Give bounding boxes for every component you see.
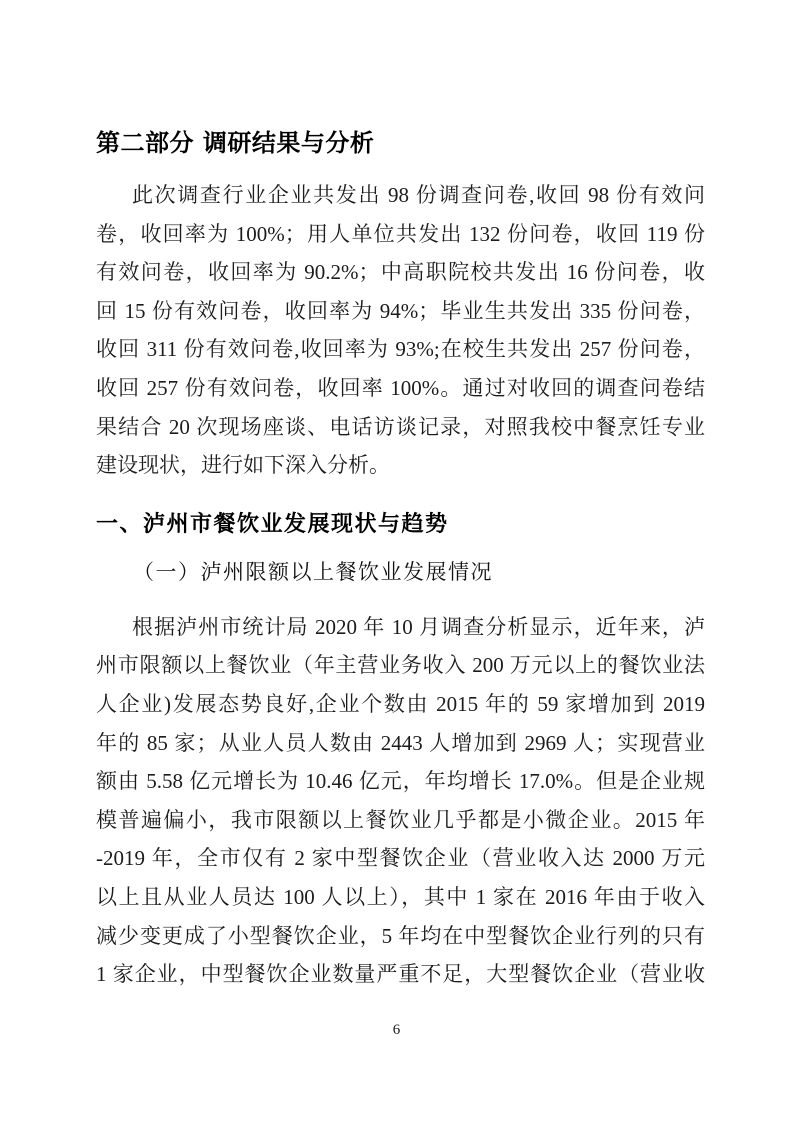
section-heading-restaurant-industry: 一、泸州市餐饮业发展现状与趋势 — [96, 510, 449, 536]
text-line: 州市限额以上餐饮业（年主营业务收入 200 万元以上的餐饮业法 — [96, 653, 705, 678]
text-line: 有效问卷，收回率为 90.2%；中高职院校共发出 16 份问卷，收 — [96, 260, 705, 285]
text-line: 额由 5.58 亿元增长为 10.46 亿元，年均增长 17.0%。但是企业规 — [96, 769, 705, 794]
text-line: 回 15 份有效问卷，收回率为 94%；毕业生共发出 335 份问卷， — [96, 298, 705, 323]
text-line: 模普遍偏小，我市限额以上餐饮业几乎都是小微企业。2015 年 — [96, 807, 705, 832]
text-line: 此次调查行业企业共发出 98 份调查问卷,收回 98 份有效问 — [132, 183, 705, 207]
text-line: 人企业)发展态势良好,企业个数由 2015 年的 59 家增加到 2019 — [96, 691, 705, 716]
text-line: 收回 257 份有效问卷，收回率 100%。通过对收回的调查问卷结 — [96, 375, 705, 400]
paragraph-survey-overview — [96, 176, 705, 485]
text-line: 收回 311 份有效问卷,收回率为 93%;在校生共发出 257 份问卷， — [96, 337, 705, 362]
text-line: -2019 年，全市仅有 2 家中型餐饮企业（营业收入达 2000 万元 — [96, 846, 705, 871]
text-line: 1 家企业，中型餐饮企业数量严重不足，大型餐饮企业（营业收 — [96, 962, 705, 987]
text-line: 年的 85 家；从业人员人数由 2443 人增加到 2969 人；实现营业 — [96, 730, 705, 755]
subsection-heading-above-quota-restaurants: （一）泸州限额以上餐饮业发展情况 — [133, 559, 493, 584]
text-line: 果结合 20 次现场座谈、电话访谈记录，对照我校中餐烹饪专业 — [96, 414, 705, 439]
text-line: 减少变更成了小型餐饮企业，5 年均在中型餐饮企业行列的只有 — [96, 923, 705, 948]
text-line: 建设现状，进行如下深入分析。 — [96, 453, 390, 478]
paragraph-statistics-analysis — [96, 608, 705, 994]
text-line: 以上且从业人员达 100 人以上），其中 1 家在 2016 年由于收入 — [96, 884, 705, 909]
part-title: 第二部分 调研结果与分析 — [96, 129, 375, 157]
text-line: 根据泸州市统计局 2020 年 10 月调查分析显示，近年来，泸 — [132, 614, 705, 639]
page-content — [96, 0, 705, 994]
page-number: 6 — [392, 1022, 401, 1038]
text-line: 卷，收回率为 100%；用人单位共发出 132 份问卷，收回 119 份 — [96, 221, 705, 246]
